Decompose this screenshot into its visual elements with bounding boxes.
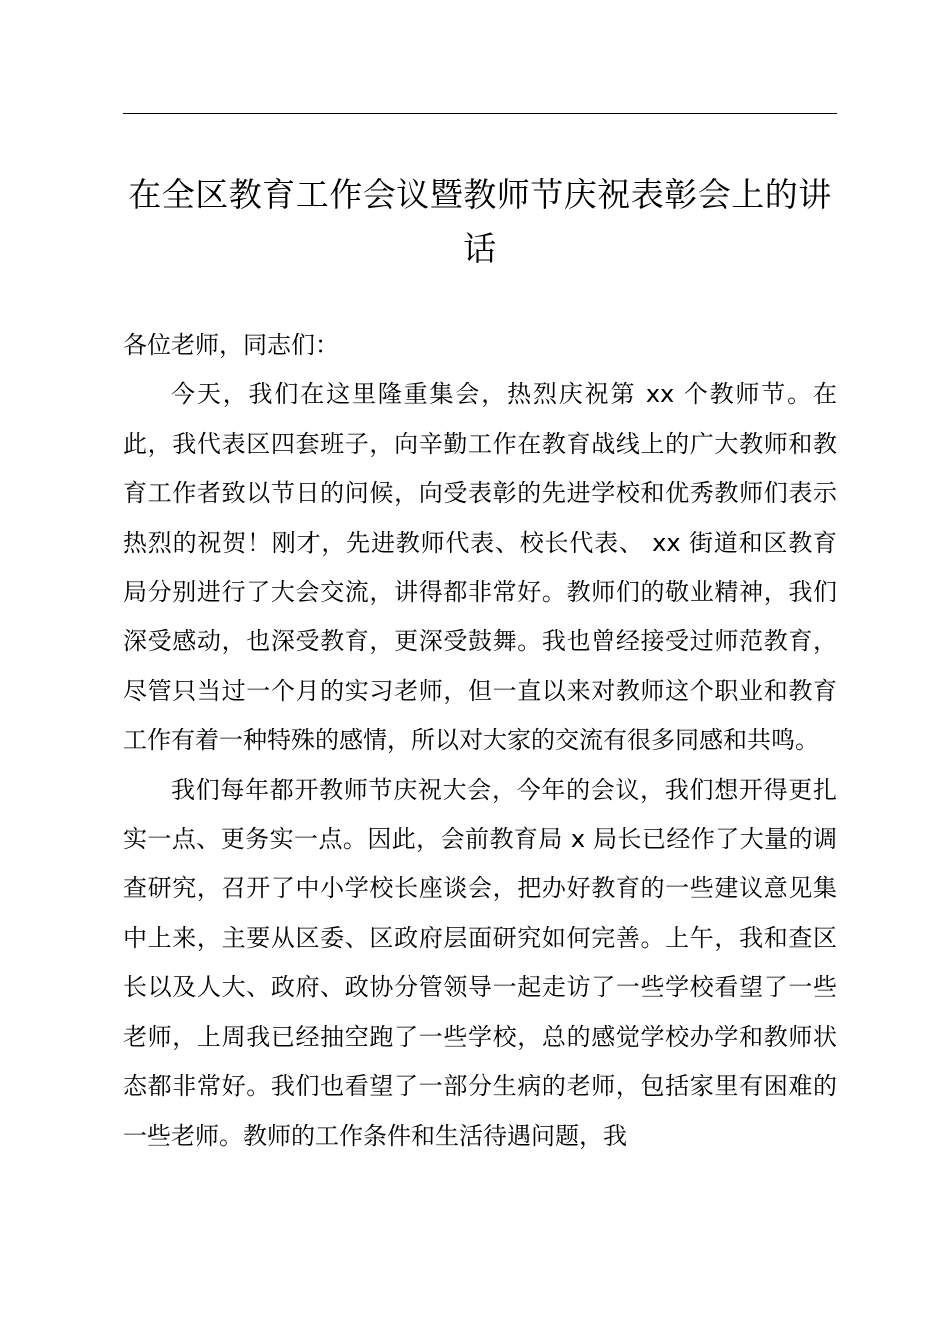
paragraph-2: 我们每年都开教师节庆祝大会，今年的会议，我们想开得更扎实一点、更务实一点。因此，会前教育局 x 局长已经作了大量的调查研究，召开了中小学校长座谈会，把办好教育的一些建议意见集中上来，主要从区委、区政府层面研究如何完善。上午，我和查区长以及人大、政府、政协分管领导一起走访了一些学校看望了一些老师，上周我已经抽空跑了一些学校，总的感觉学校办学和教师状态都非常好。我们也看望了一部分生病的老师，包括家里有困难的一些老师。教师的工作条件和生活待遇问题，我 — [123, 775, 837, 1150]
paragraph-1: 今天，我们在这里隆重集会，热烈庆祝第 xx 个教师节。在此，我代表区四套班子，向辛勤工作在教育战线上的广大教师和教育工作者致以节日的问候，向受表彰的先进学校和优秀教师们表示热烈的祝贺！刚才，先进教师代表、校长代表、 xx 街道和区教育局分别进行了大会交流，讲得都非常好。教师们的敬业精神，我们深受感动，也深受教育，更深受鼓舞。我也曾经接受过师范教育，尽管只当过一个月的实习老师，但一直以来对教师这个职业和教育工作有着一种特殊的感情，所以对大家的交流有很多同感和共鸣。 — [123, 380, 837, 755]
document-body — [123, 321, 837, 1161]
salutation: 各位老师，同志们： — [123, 331, 339, 359]
header-rule — [123, 113, 837, 114]
document-title: 在全区教育工作会议暨教师节庆祝表彰会上的讲话 — [128, 175, 832, 268]
